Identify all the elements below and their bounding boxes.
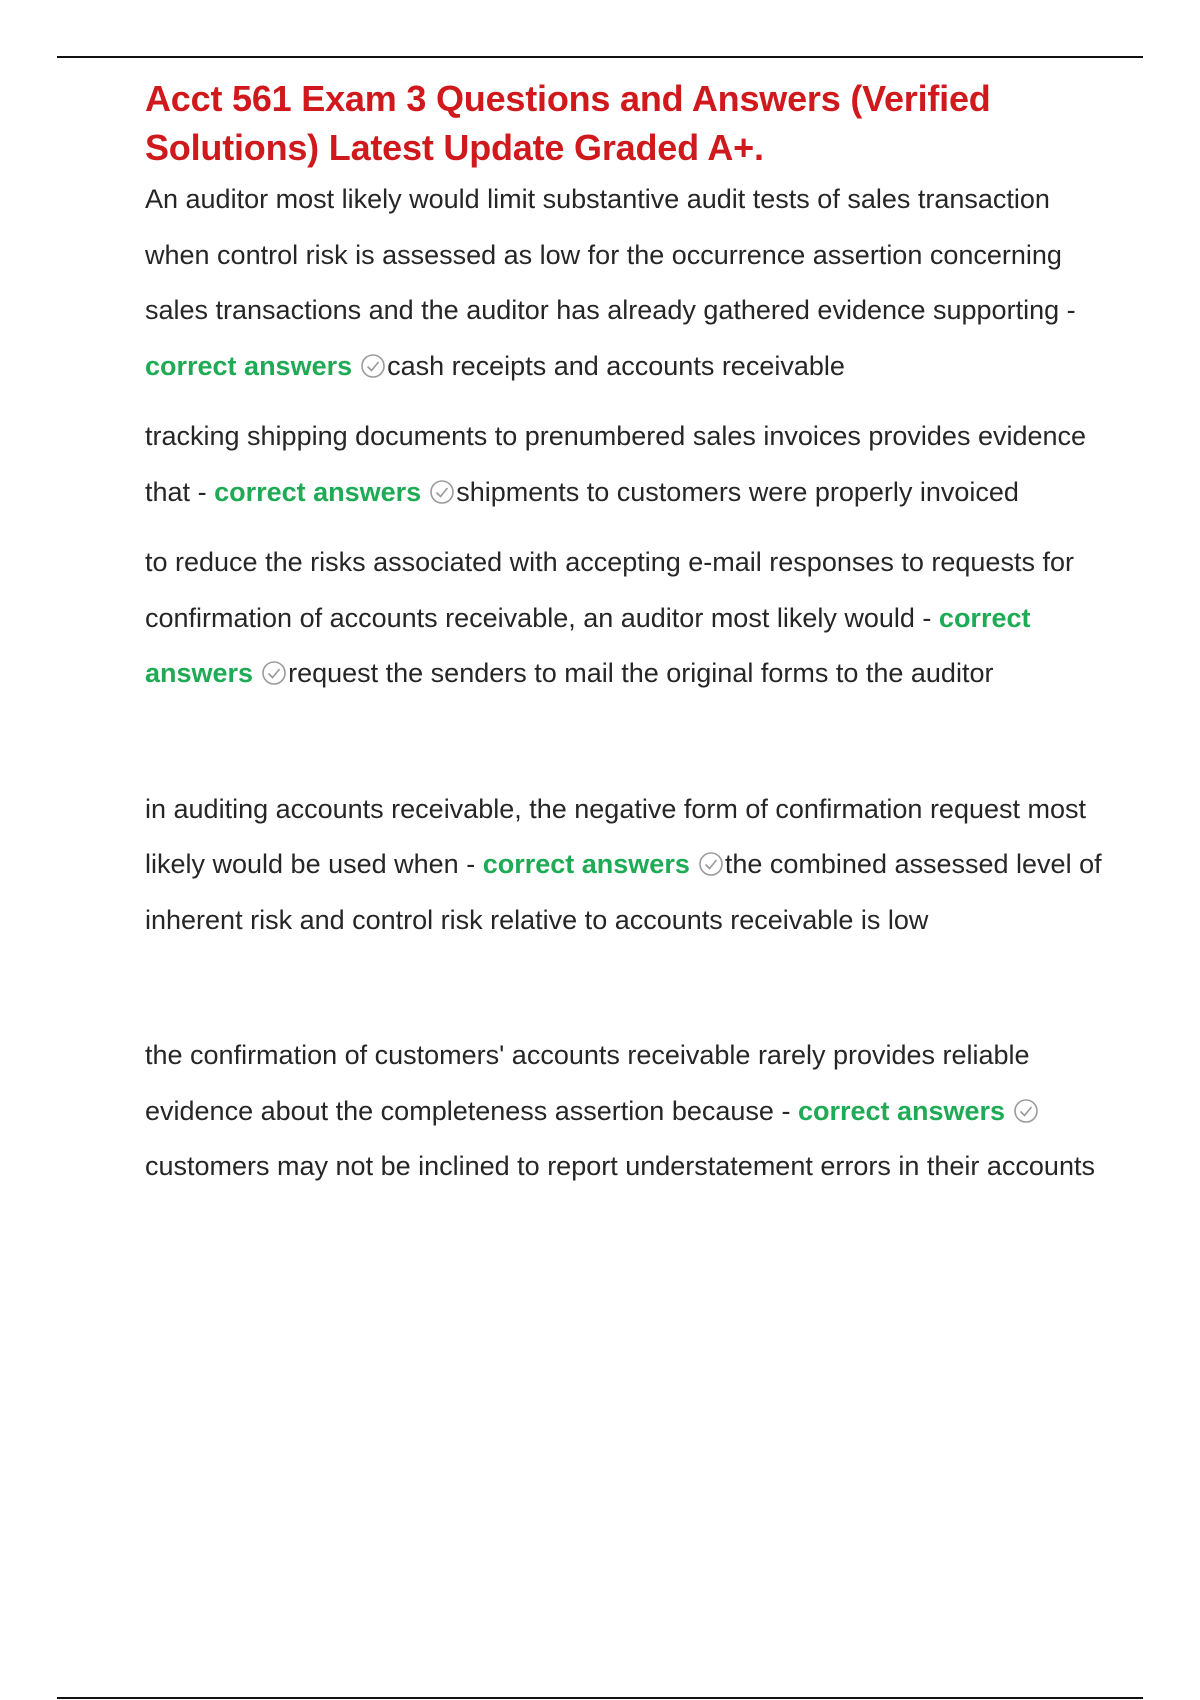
qa-item <box>145 535 1105 702</box>
separator: - <box>197 476 207 507</box>
document-page <box>145 74 1105 1195</box>
separator: - <box>466 849 476 879</box>
document-title: Acct 561 Exam 3 Questions and Answers (Verified Solutions) Latest Update Graded A+. <box>145 78 991 168</box>
separator: - <box>1066 295 1076 325</box>
qa-item <box>145 782 1105 949</box>
top-rule <box>57 56 1143 58</box>
answer-text: the combined assessed level of inherent risk and control risk relative to accounts receivable is low <box>145 849 1102 935</box>
correct-answers-label: correct answers <box>482 849 690 879</box>
correct-answers-label: correct answers <box>145 602 1031 688</box>
qa-item <box>145 172 1105 394</box>
check-circle-icon <box>698 851 724 877</box>
answer-text: cash receipts and accounts receivable <box>387 350 845 381</box>
correct-answers-label: correct answers <box>797 1095 1006 1126</box>
question-text: to reduce the risks associated with accepting e-mail responses to requests for confirmation of accounts receivable, an auditor most likely would <box>145 547 1074 633</box>
question-text: in auditing accounts receivable, the negative form of confirmation request most likely would be used when <box>145 793 1087 879</box>
answer-text: request the senders to mail the original forms to the auditor <box>288 658 994 688</box>
question-text: An auditor most likely would limit substantive audit tests of sales transaction when control risk is assessed as low for the occurrence assertion concerning sales transactions and the auditor has already gathered evidence supporting <box>145 184 1062 325</box>
correct-answers-label: correct answers <box>214 476 422 507</box>
question-text: the confirmation of customers' accounts receivable rarely provides reliable evidence about the completeness assertion because <box>145 1040 1030 1126</box>
check-circle-icon <box>1013 1098 1039 1124</box>
answer-text: customers may not be inclined to report understatement errors in their accounts <box>145 1151 1095 1181</box>
bottom-rule <box>57 1697 1143 1699</box>
qa-item <box>145 409 1105 520</box>
answer-text: shipments to customers were properly invoiced <box>456 476 1019 507</box>
qa-item <box>145 1028 1105 1195</box>
check-circle-icon <box>429 479 455 505</box>
check-circle-icon <box>261 660 287 686</box>
separator: - <box>922 602 932 633</box>
correct-answers-label: correct answers <box>145 350 353 381</box>
separator: - <box>781 1095 791 1126</box>
question-text: tracking shipping documents to prenumbered sales invoices provides evidence that <box>145 421 1087 507</box>
check-circle-icon <box>360 353 386 379</box>
